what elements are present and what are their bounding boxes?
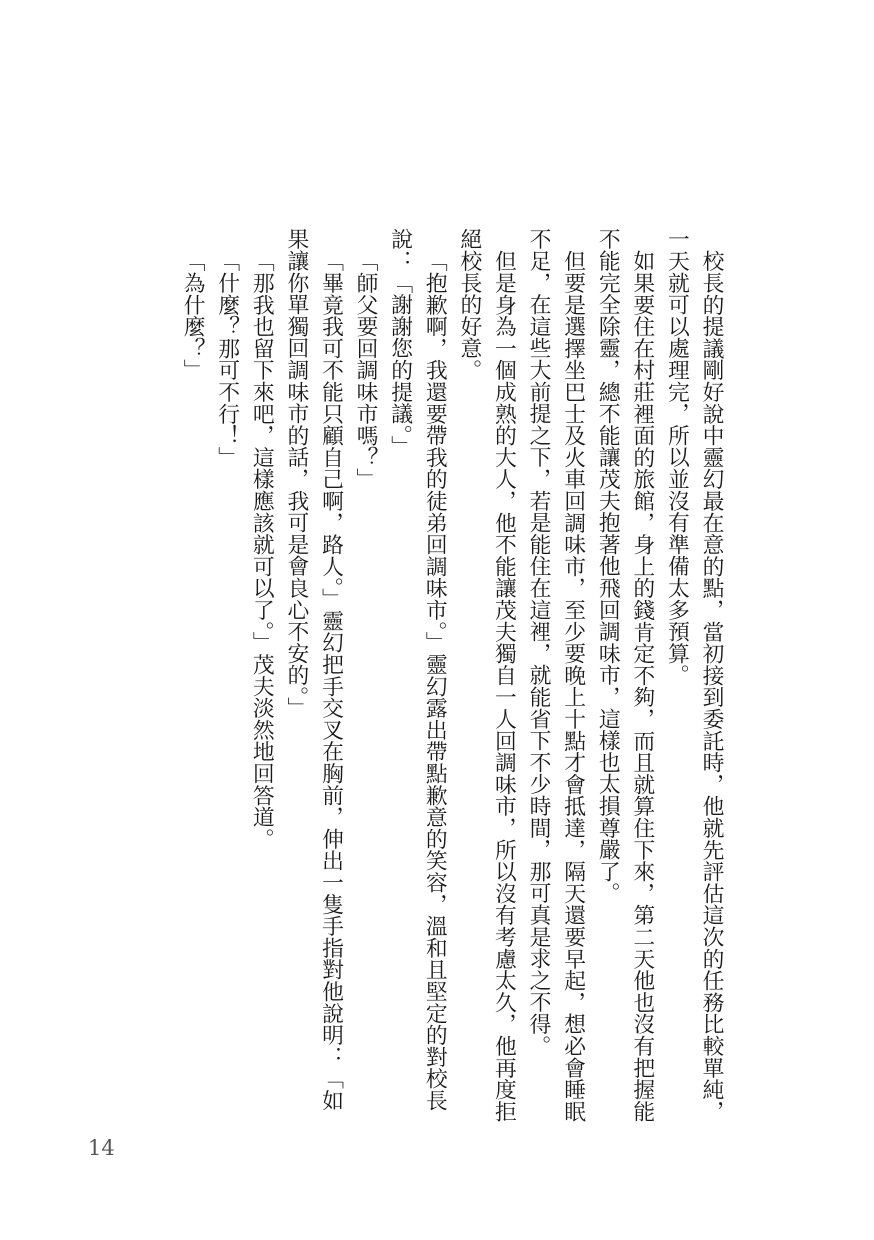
- page-number: 14: [88, 1136, 115, 1160]
- text-line: 「師父要回調味市嗎？」: [353, 249, 379, 490]
- text-line: 「什麼？那可不行！」: [214, 249, 240, 468]
- text-line: 一天就可以處理完，所以並沒有準備太多預算。: [664, 228, 690, 686]
- text-line: 果讓你單獨回調味市的話，我可是會良心不安的。」: [283, 228, 309, 719]
- text-line: 但是身為一個成熟的大人，他不能讓茂夫獨自一人回調味市，所以沒有考慮太久，他再度拒: [491, 249, 517, 1122]
- body-text: [175, 228, 729, 1122]
- text-line: 但要是選擇坐巴士及火車回調味市，至少要晚上十點才會抵達，隔天還要早起，想必會睡眠: [560, 249, 586, 1122]
- text-line: 說：「謝謝您的提議。」: [387, 228, 413, 457]
- text-line: 「為什麼？」: [180, 249, 206, 381]
- text-line: 「抱歉啊，我還要帶我的徒弟回調味市。」靈幻露出帶點歉意的笑容，溫和且堅定的對校長: [422, 249, 448, 1111]
- text-line: 不足，在這些大前提之下，若是能住在這裡，就能省下不少時間，那可真是求之不得。: [526, 228, 552, 1057]
- text-line: 校長的提議剛好說中靈幻最在意的點，當初接到委託時，他就先評估這次的任務比較單純，: [699, 249, 724, 1122]
- text-line: 「那我也留下來吧，這樣應該就可以了。」茂夫淡然地回答道。: [249, 249, 275, 850]
- text-line: 絕校長的好意。: [456, 228, 482, 381]
- text-line: 不能完全除靈，總不能讓茂夫抱著他飛回調味市，這樣也太損尊嚴了。: [595, 228, 621, 904]
- text-line: 「畢竟我可不能只顧自己啊，路人。」靈幻把手交叉在胸前，伸出一隻手指對他說明：「如: [318, 249, 344, 1111]
- text-line: 如果要住在村莊裡面的旅館，身上的錢肯定不夠，而且就算住下來，第二天他也沒有把握能: [629, 249, 655, 1122]
